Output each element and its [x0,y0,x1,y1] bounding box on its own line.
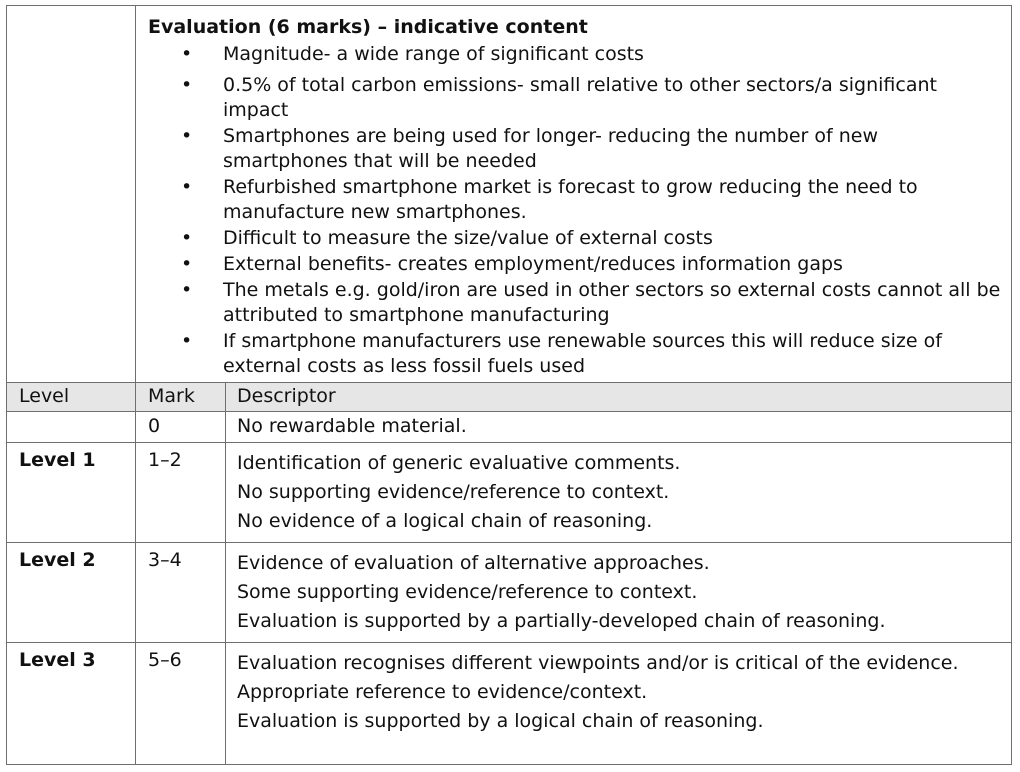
indicative-point: • Difficult to measure the size/value of external costs [148,226,1003,251]
descriptor-line: Evidence of evaluation of alternative approaches. [237,552,710,574]
mark-header: Mark [136,383,226,412]
indicative-content-cell [136,6,1012,383]
descriptor-line: Identification of generic evaluative comments. [237,452,681,474]
indicative-title: Evaluation (6 marks) – indicative content [148,16,588,38]
mark-cell: 5–6 [136,643,226,765]
descriptor-line: No supporting evidence/reference to context. [237,481,670,503]
descriptor-line: Some supporting evidence/reference to context. [237,581,698,603]
table-row [7,643,1012,765]
indicative-point: • Magnitude- a wide range of significant costs [148,42,1003,67]
indicative-point: • Refurbished smartphone market is forecast to grow reducing the need to manufacture new smartphones. [148,175,1003,225]
indicative-points [148,42,1003,379]
level-cell [7,412,136,443]
descriptor-line: Appropriate reference to evidence/context. [237,681,648,703]
table-header-row [7,383,1012,412]
level-cell: Level 2 [7,543,136,643]
descriptor-line: Evaluation is supported by a logical chain of reasoning. [237,710,764,732]
mark-cell: 1–2 [136,443,226,543]
mark-scheme-page [6,5,1012,765]
descriptor-line: No evidence of a logical chain of reasoning. [237,510,653,532]
descriptor-cell [226,443,1012,543]
descriptor-cell: No rewardable material. [226,412,1012,443]
descriptor-cell [226,643,1012,765]
level-cell: Level 3 [7,643,136,765]
descriptor-line: Evaluation is supported by a partially-developed chain of reasoning. [237,610,886,632]
table-row [7,443,1012,543]
descriptor-cell [226,543,1012,643]
indicative-point: • External benefits- creates employment/reduces information gaps [148,252,1003,277]
mark-scheme-table [6,5,1012,765]
indicative-content-row [7,6,1012,383]
descriptor-header: Descriptor [226,383,1012,412]
indicative-point: • The metals e.g. gold/iron are used in other sectors so external costs cannot all be attributed to smartphone manufacturing [148,278,1003,328]
mark-cell: 0 [136,412,226,443]
table-row [7,412,1012,443]
indicative-point: • Smartphones are being used for longer- reducing the number of new smartphones that will be needed [148,124,1003,174]
descriptor-line: Evaluation recognises different viewpoints and/or is critical of the evidence. [237,652,959,674]
indicative-empty-cell [7,6,136,383]
mark-cell: 3–4 [136,543,226,643]
indicative-point: • If smartphone manufacturers use renewable sources this will reduce size of external costs as less fossil fuels used [148,329,1003,379]
level-header: Level [7,383,136,412]
level-cell: Level 1 [7,443,136,543]
indicative-point: • 0.5% of total carbon emissions- small relative to other sectors/a significant impact [148,73,1003,123]
table-row [7,543,1012,643]
